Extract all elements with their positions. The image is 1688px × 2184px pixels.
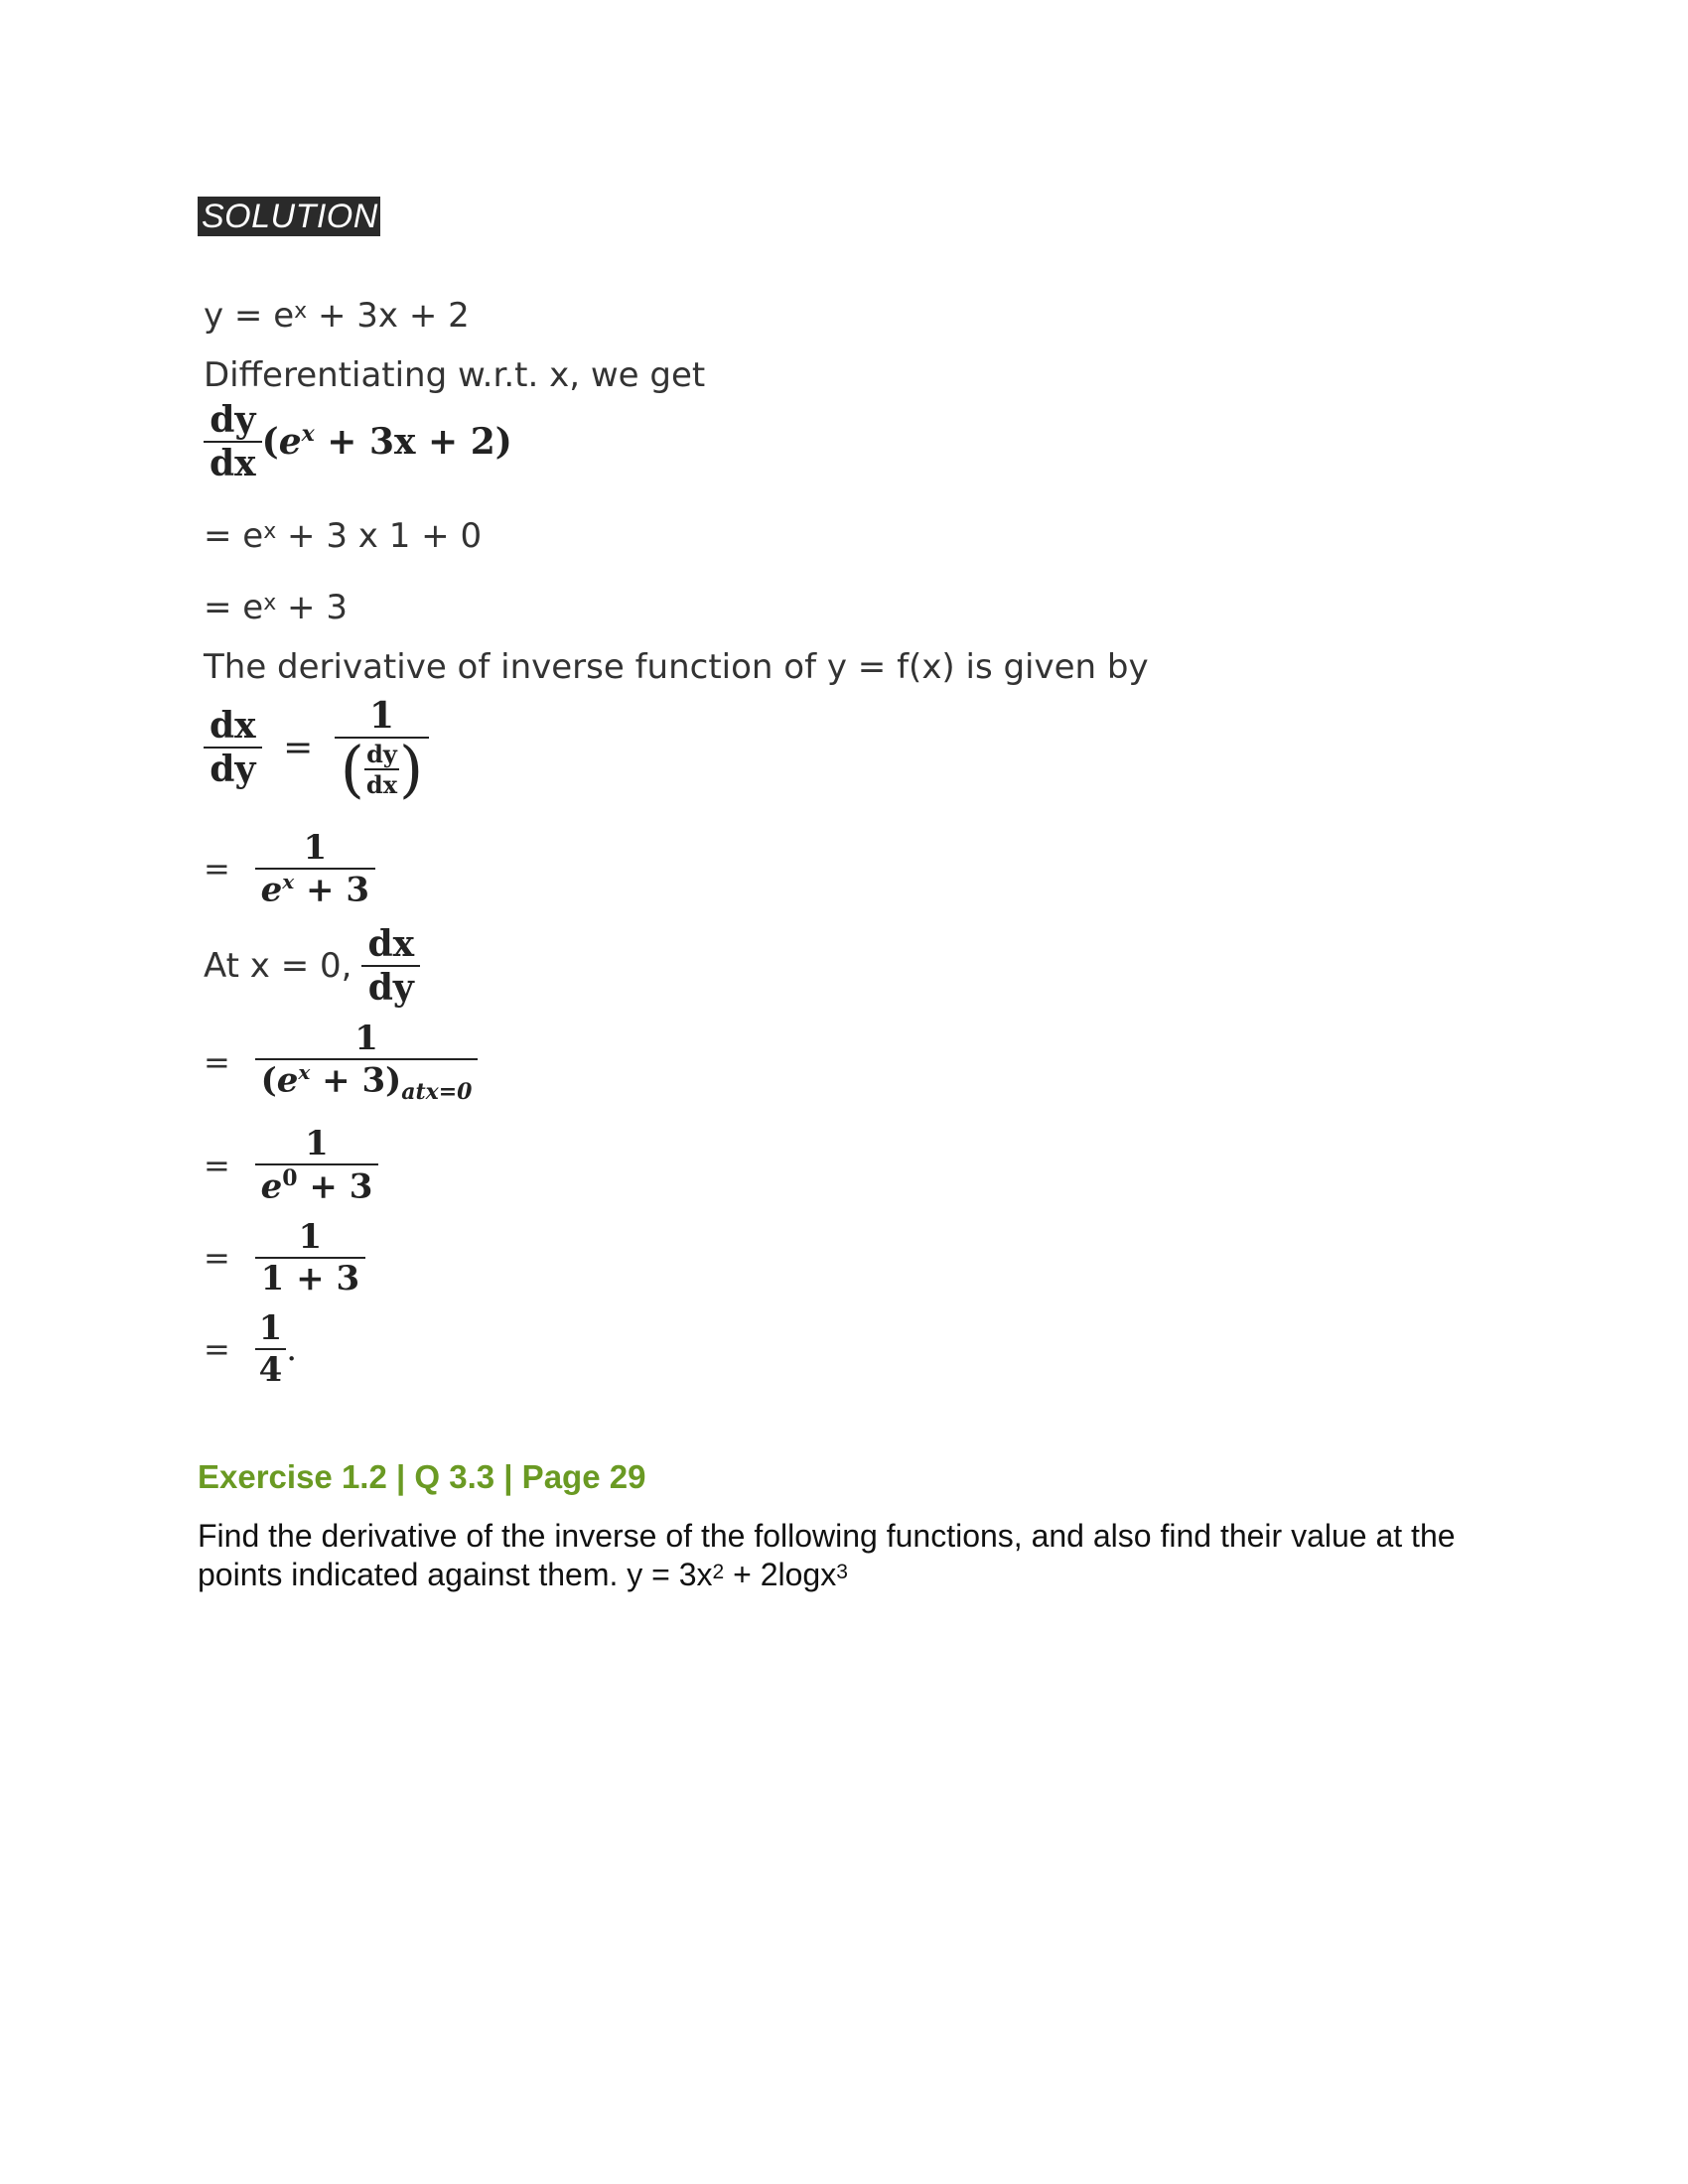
- fraction: [255, 828, 375, 909]
- step-d: [204, 1217, 365, 1298]
- text: + 3x + 2): [314, 421, 512, 463]
- denominator: dy: [210, 749, 256, 790]
- denominator: 1 + 3: [260, 1259, 360, 1298]
- fraction-dy-dx: [204, 399, 262, 484]
- superscript: x: [282, 870, 295, 893]
- subscript: atx=0: [401, 1079, 473, 1106]
- expression: [262, 421, 512, 463]
- derivative-expression: [204, 399, 512, 484]
- denominator: dx: [365, 770, 398, 799]
- step-b: [204, 1019, 478, 1105]
- inner-fraction: [364, 740, 399, 799]
- superscript: x: [301, 421, 315, 447]
- equals-sign: =: [204, 1330, 230, 1368]
- text: + 3 x 1 + 0: [276, 516, 483, 556]
- numerator: 1: [354, 1019, 378, 1058]
- exercise-heading: Exercise 1.2 | Q 3.3 | Page 29: [198, 1458, 646, 1495]
- text: e: [260, 870, 283, 910]
- fraction: [255, 1308, 287, 1390]
- denominator: [255, 1165, 379, 1206]
- step-c: [204, 1124, 378, 1206]
- solution-label: SOLUTION: [198, 197, 380, 236]
- equation-line-4: [204, 588, 348, 627]
- fraction-one-over-dydx: [335, 695, 430, 805]
- denominator: dy: [367, 967, 414, 1009]
- text: + 3x + 2: [307, 296, 470, 336]
- numerator: dy: [366, 740, 397, 768]
- fraction: [255, 1124, 379, 1206]
- text: y = e: [204, 296, 295, 336]
- question-text: [198, 1517, 1488, 1594]
- denominator: [255, 1060, 479, 1105]
- superscript: x: [294, 299, 308, 324]
- text: + 3: [294, 870, 370, 910]
- numerator: 1: [258, 1308, 283, 1348]
- numerator: 1: [298, 1217, 323, 1257]
- superscript: x: [263, 591, 277, 615]
- equation-line-1: [204, 296, 470, 336]
- text: Find the derivative of the inverse of the following functions, and also find their value at the points indicated against them. y = 3x: [198, 1518, 1456, 1592]
- equals-sign: =: [204, 1146, 230, 1184]
- superscript: x: [263, 519, 277, 544]
- text: e: [278, 421, 302, 463]
- numerator: dx: [210, 705, 256, 747]
- text: + 3): [310, 1060, 402, 1101]
- superscript: 3: [836, 1561, 848, 1583]
- step-text-inverse: The derivative of inverse function of y = f(x) is given by: [204, 647, 1149, 687]
- superscript: x: [298, 1060, 311, 1084]
- text: At x = 0,: [204, 946, 352, 986]
- text: e: [276, 1060, 299, 1101]
- denominator: 4: [258, 1350, 283, 1390]
- text: = e: [204, 588, 264, 627]
- equation-line-3: [204, 516, 482, 556]
- equals-sign: =: [204, 1239, 230, 1277]
- fraction: [255, 1019, 479, 1105]
- step-text-differentiating: Differentiating w.r.t. x, we get: [204, 355, 706, 395]
- superscript: 0: [282, 1165, 298, 1191]
- equals-sign: =: [204, 850, 230, 888]
- fraction: [255, 1217, 365, 1298]
- denominator: dx: [210, 443, 256, 484]
- numerator: 1: [303, 828, 328, 868]
- step-e: [204, 1308, 297, 1390]
- equals-sign: =: [283, 727, 314, 768]
- text: e: [260, 1166, 283, 1207]
- numerator: dy: [210, 399, 256, 441]
- text: + 3: [276, 588, 348, 627]
- superscript: 2: [712, 1561, 725, 1583]
- text: (: [260, 1060, 277, 1101]
- numerator: dx: [367, 923, 415, 965]
- step-a: [204, 828, 375, 909]
- numerator: 1: [368, 695, 394, 737]
- denominator: [335, 733, 430, 805]
- text: (: [261, 421, 279, 463]
- text: + 2logx: [724, 1557, 837, 1592]
- text: = e: [204, 516, 264, 556]
- inverse-derivative-formula: [204, 695, 429, 805]
- fraction-dx-dy: [204, 705, 262, 790]
- numerator: 1: [305, 1124, 329, 1163]
- paren-right: ): [399, 733, 424, 805]
- at-x-zero: [204, 923, 420, 1009]
- text: .: [286, 1329, 298, 1369]
- fraction-dx-dy: [361, 923, 420, 1009]
- paren-left: (: [340, 733, 364, 805]
- text: + 3: [297, 1166, 373, 1207]
- denominator: [255, 870, 375, 909]
- equals-sign: =: [204, 1042, 230, 1081]
